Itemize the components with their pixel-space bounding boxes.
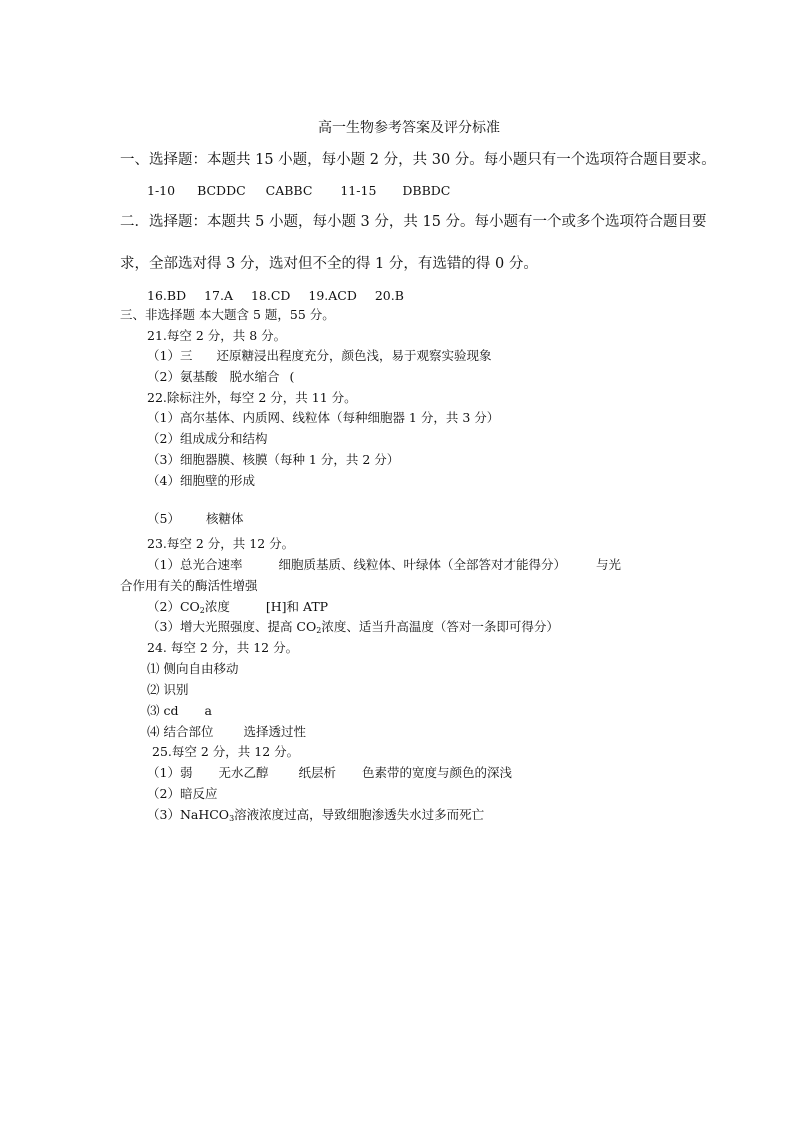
q25-1-answer-b: 无水乙醇 — [218, 765, 269, 780]
answer-19: 19.ACD — [308, 288, 357, 303]
q23-3-answer-b: 浓度、适当升高温度（答对一条即可得分） — [321, 619, 559, 634]
answers-11-15: DBBDC — [402, 183, 451, 198]
q24-line3 — [147, 703, 212, 719]
q23-1-answer-b: 细胞质基质、线粒体、叶绿体（全部答对才能得分） — [278, 557, 566, 572]
q23-1-answer-a: （1）总光合速率 — [147, 557, 243, 572]
section3-heading: 三、非选择题 本大题含 5 题，55 分。 — [120, 307, 335, 322]
q21-1-answer-a: （1）三 — [147, 348, 193, 363]
q24-line2: ⑵ 识别 — [147, 682, 189, 697]
q22-line3: （3）细胞器膜、核膜（每种 1 分，共 2 分） — [147, 452, 400, 467]
q25-1-answer-a: （1）弱 — [147, 765, 193, 780]
q25-1-answer-c: 纸层析 — [298, 765, 336, 780]
answer-17: 17.A — [204, 288, 233, 303]
section1-answers — [147, 183, 450, 199]
q23-2-answer-a-tail: 浓度 — [204, 599, 230, 614]
section1-heading: 一、选择题：本题共 15 小题，每小题 2 分，共 30 分。每小题只有一个选项符合题目要求。 — [120, 152, 716, 168]
q24-3-answer-b: a — [204, 703, 212, 718]
q25-line3 — [147, 807, 484, 827]
q22-heading: 22.除标注外，每空 2 分，共 11 分。 — [147, 390, 357, 405]
answers-6-10: CABBC — [265, 183, 313, 198]
answer-20: 20.B — [374, 288, 404, 303]
q23-1-answer-c: 与光 — [595, 557, 621, 572]
q23-line2 — [147, 599, 328, 619]
q23-line3 — [147, 619, 559, 639]
q22-5-answer: 核糖体 — [205, 511, 244, 526]
page-title: 高一生物参考答案及评分标准 — [318, 120, 500, 136]
q22-line2: （2）组成成分和结构 — [147, 431, 268, 446]
section2-answers — [147, 288, 404, 304]
q21-1-answer-b: 还原糖浸出程度充分，颜色浅，易于观察实验现象 — [216, 348, 492, 363]
q24-line1: ⑴ 侧向自由移动 — [147, 661, 239, 676]
q21-heading: 21.每空 2 分，共 8 分。 — [147, 328, 287, 343]
answer-18: 18.CD — [250, 288, 291, 303]
q23-3-subscript: 2 — [316, 626, 322, 635]
q23-2-subscript: 2 — [199, 606, 205, 615]
q22-line1: （1）高尔基体、内质网、线粒体（每种细胞器 1 分，共 3 分） — [147, 410, 500, 425]
q23-2-answer-b: [H]和 ATP — [265, 599, 329, 614]
q23-line1 — [147, 557, 621, 573]
q21-2-answer-a: （2）氨基酸 — [147, 369, 218, 384]
q25-3-answer-a: （3）NaHCO — [147, 807, 230, 822]
q23-2-answer-a: （2）CO — [147, 599, 200, 614]
q22-line4: （4）细胞壁的形成 — [147, 473, 255, 488]
q22-5-label: （5） — [147, 511, 180, 526]
q21-2-answer-b: 脱水缩合 — [229, 369, 280, 384]
q24-line4 — [147, 724, 306, 740]
section2-heading-line2: 求，全部选对得 3 分，选对但不全的得 1 分，有选错的得 0 分。 — [120, 256, 538, 272]
q23-heading: 23.每空 2 分，共 12 分。 — [147, 536, 295, 551]
q24-4-answer-a: ⑷ 结合部位 — [147, 724, 214, 739]
q25-3-answer-b: 溶液浓度过高，导致细胞渗透失水过多而死亡 — [234, 807, 485, 822]
q25-3-subscript: 3 — [229, 814, 235, 823]
q25-line1 — [147, 765, 512, 781]
q24-4-answer-b: 选择透过性 — [243, 724, 306, 739]
q25-line2: （2）暗反应 — [147, 786, 218, 801]
answer-16: 16.BD — [147, 288, 187, 303]
q21-line1 — [147, 348, 491, 364]
q23-line1-cont: 合作用有关的酶活性增强 — [120, 578, 258, 593]
q22-line5 — [147, 511, 243, 527]
answers-1-5: BCDDC — [197, 183, 246, 198]
q23-3-answer-a: （3）增大光照强度、提高 CO — [147, 619, 317, 634]
answers-range-1-10: 1-10 — [147, 183, 176, 198]
answers-range-11-15: 11-15 — [340, 183, 377, 198]
section2-heading-line1: 二．选择题：本题共 5 小题，每小题 3 分，共 15 分。每小题有一个或多个选项符合题目要 — [120, 214, 707, 230]
q25-heading: 25.每空 2 分，共 12 分。 — [152, 744, 300, 759]
q21-2-answer-c: ( — [289, 369, 295, 384]
q21-line2 — [147, 369, 294, 385]
q25-1-answer-d: 色素带的宽度与颜色的深浅 — [361, 765, 512, 780]
q24-3-answer-a: ⑶ cd — [147, 703, 179, 718]
q24-heading: 24. 每空 2 分，共 12 分。 — [147, 640, 299, 655]
